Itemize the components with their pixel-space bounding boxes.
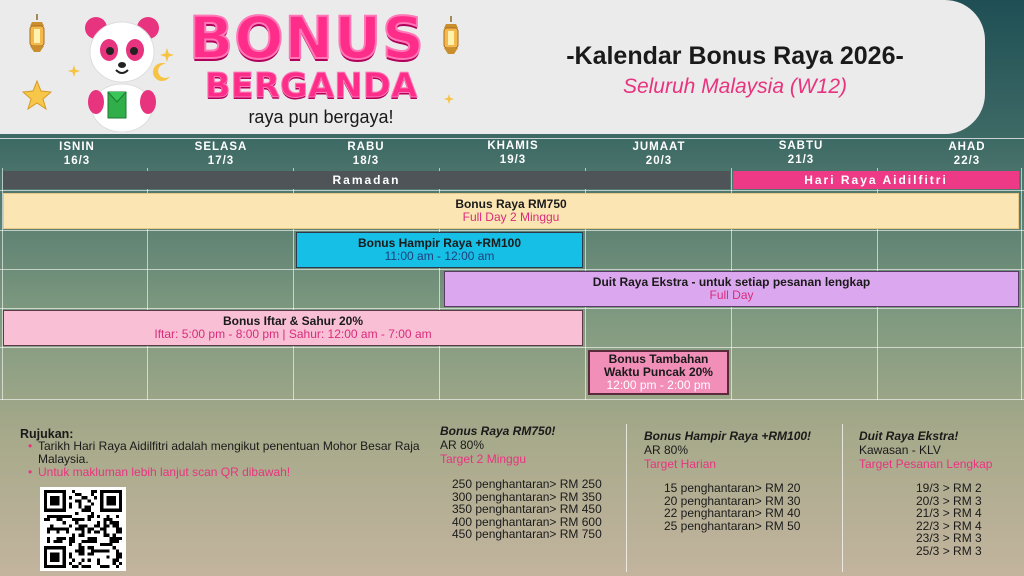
event-bonus-iftar-sahur [3,310,583,346]
event-bonus-raya-750 [3,193,1019,229]
star-icon [68,65,80,77]
detail-target: Target Pesanan Lengkap [859,457,993,471]
detail-bonus-raya-750 [440,424,620,541]
detail-line: 250 penghantaran> RM 250 [452,477,602,491]
day-name: ISNIN [59,141,95,153]
day-name: AHAD [948,141,986,153]
brand-berganda-title: BERGANDA [204,66,418,106]
page-subtitle: Seluruh Malaysia (W12) [622,75,848,98]
detail-line: 400 penghantaran> RM 600 [452,514,602,529]
day-header-jumaat [586,140,732,170]
day-header-selasa [148,140,294,170]
day-header-sabtu [728,139,874,169]
lantern-icon [26,14,48,58]
star-icon [22,80,52,110]
tagline: raya pun bergaya! [248,107,394,127]
day-name: SELASA [194,141,248,153]
event-time: Iftar: 5:00 pm - 8:00 pm | Sahur: 12:00 am - 7:00 am [154,327,432,341]
day-name: JUMAAT [632,141,686,153]
day-name: KHAMIS [487,140,539,152]
detail-line: 300 penghantaran> RM 350 [452,489,602,504]
day-date: 20/3 [645,155,673,167]
event-time: Full Day 2 Minggu [462,210,560,224]
grid-line [0,347,1024,348]
day-date: 21/3 [787,154,815,166]
detail-line: 20/3 > RM 3 [916,493,982,508]
day-date: 22/3 [953,155,981,167]
event-name-line2: Waktu Puncak 20% [604,365,713,379]
event-time: Full Day [709,288,754,302]
grid-line [0,138,1024,139]
detail-duit-raya-ekstra [859,429,1019,557]
detail-line: 20 penghantaran> RM 30 [664,493,801,508]
event-time: 12:00 pm - 2:00 pm [606,378,711,392]
brand-bonus-title: BONUS [189,4,425,72]
reference-item: • Untuk makluman lebih lanjut scan QR dibawah! [28,466,428,479]
reference-item: • Tarikh Hari Raya Aidilfitri adalah mengikut penentuan Mohor Besar Raja Malaysia. [28,440,428,466]
reference-list [28,440,428,479]
detail-line: 25/3 > RM 3 [916,543,982,558]
grid-line [0,308,1024,309]
day-name: RABU [347,141,385,153]
lantern-icon [440,16,462,60]
period-raya-bar [733,171,1019,189]
detail-target: Target Harian [644,457,717,471]
detail-line: 21/3 > RM 4 [916,506,982,520]
grid-line [0,269,1024,270]
detail-target: Target 2 Minggu [440,452,527,466]
star-icon [160,48,174,62]
event-bonus-tambahan [588,350,729,395]
event-name: Bonus Hampir Raya +RM100 [357,236,522,250]
event-name: Bonus Raya RM750 [455,197,567,211]
detail-title: Bonus Hampir Raya +RM100! [644,429,812,443]
event-name: Bonus Iftar & Sahur 20% [222,314,364,328]
star-icon [444,94,454,104]
event-name-line1: Bonus Tambahan [608,352,709,366]
day-header-ahad [894,140,1024,170]
detail-sub: AR 80% [644,443,689,457]
grid-line [0,399,1024,400]
day-date: 19/3 [499,154,527,166]
detail-line: 350 penghantaran> RM 450 [452,502,602,516]
day-name: SABTU [778,140,824,152]
day-header-rabu [293,140,439,170]
grid-line [0,190,1024,191]
detail-bonus-hampir-raya [644,429,834,532]
period-label: Hari Raya Aidilfitri [804,172,948,187]
detail-sub: Kawasan - KLV [859,443,941,457]
event-duit-raya-ekstra [444,271,1019,307]
column-divider [842,424,843,572]
detail-line: 22 penghantaran> RM 40 [664,506,801,520]
column-divider [626,424,627,572]
period-label: Ramadan [332,172,401,187]
qr-code[interactable] [40,487,126,571]
detail-title: Bonus Raya RM750! [440,424,556,438]
day-header-khamis [440,139,586,169]
day-date: 17/3 [207,155,235,167]
detail-line: 15 penghantaran> RM 20 [664,481,801,495]
qr-code-pattern [43,490,123,568]
grid-line [1021,168,1022,400]
event-bonus-hampir-raya [296,232,583,268]
detail-line: 23/3 > RM 3 [916,531,982,545]
detail-line: 19/3 > RM 2 [916,481,982,495]
event-name: Duit Raya Ekstra - untuk setiap pesanan lengkap [592,275,871,289]
detail-sub: AR 80% [440,438,485,452]
grid-line [0,230,1024,231]
detail-line: 450 penghantaran> RM 750 [452,527,602,541]
day-header-isnin [4,140,150,170]
page-title: -Kalendar Bonus Raya 2026- [566,42,904,70]
day-date: 16/3 [63,155,91,167]
day-date: 18/3 [352,155,380,167]
panda-mascot [82,10,162,132]
event-time: 11:00 am - 12:00 am [384,249,495,263]
reference-title: Rujukan: [20,427,74,441]
period-ramadan-bar [3,171,730,189]
detail-line: 25 penghantaran> RM 50 [664,518,801,533]
detail-title: Duit Raya Ekstra! [859,429,959,443]
detail-line: 22/3 > RM 4 [916,518,982,533]
